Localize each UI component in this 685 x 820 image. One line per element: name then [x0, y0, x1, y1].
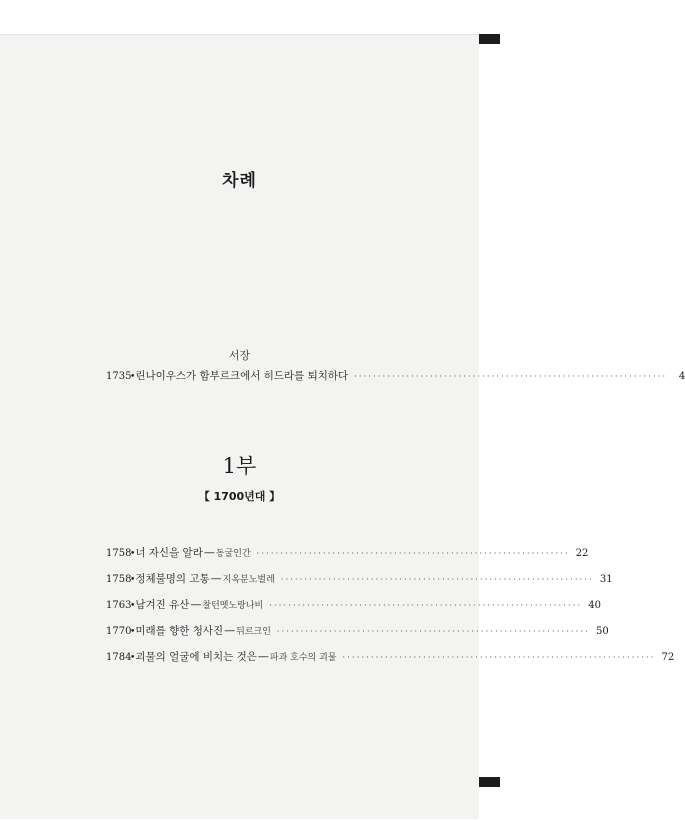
entry-title: 남겨진 유산: [135, 599, 190, 611]
entry-subtitle: 찰턴멧노랑나비: [202, 601, 264, 611]
entry-page-number: 72: [661, 652, 675, 663]
prologue-entries: [106, 368, 685, 394]
entry-page-number: 31: [599, 574, 613, 585]
entry-title: 정체불명의 고통: [135, 573, 210, 585]
part-title: 1부: [222, 454, 257, 478]
entry-subtitle: 동굴인간: [215, 549, 251, 559]
bullet-icon: •: [130, 372, 136, 382]
crop-mark-bottom: [479, 777, 500, 787]
entry-year: 1735: [106, 371, 132, 382]
entry-year: 1770: [106, 626, 132, 637]
entry-page-number: 50: [595, 626, 609, 637]
bullet-icon: •: [130, 575, 136, 585]
bullet-icon: •: [130, 627, 136, 637]
crop-mark-top: [479, 34, 500, 44]
dot-leader: ··································································: [276, 627, 590, 636]
dot-leader: ··································································: [256, 549, 570, 558]
entry-title: 린나이우스가 함부르크에서 히드라를 퇴치하다: [135, 370, 349, 382]
dot-leader: ··································································: [354, 372, 668, 381]
toc-entry: [106, 649, 675, 675]
toc-title: 차례: [222, 171, 257, 191]
dot-leader: ··································································: [280, 575, 594, 584]
entry-title: 너 자신을 알라: [135, 547, 203, 559]
entry-title: 괴물의 얼굴에 비치는 것은: [135, 651, 257, 663]
entry-year: 1758: [106, 574, 132, 585]
toc-entry: [106, 571, 613, 597]
bullet-icon: •: [130, 549, 136, 559]
entry-title: 미래를 향한 청사진: [135, 625, 224, 637]
em-dash: —: [190, 598, 202, 611]
entry-subtitle: 뒤르크인: [236, 627, 271, 637]
em-dash: —: [257, 650, 269, 663]
entry-subtitle: 파과 호수의 괴물: [269, 653, 337, 663]
toc-entry: [106, 545, 589, 571]
em-dash: —: [203, 546, 215, 559]
toc-entry: [106, 623, 609, 649]
entry-year: 1763: [106, 600, 132, 611]
prologue-heading: 서장: [228, 349, 251, 362]
entry-page-number: 22: [575, 548, 589, 559]
dot-leader: ··································································: [342, 653, 656, 662]
toc-entry: [106, 368, 685, 394]
entry-page-number: 40: [588, 600, 602, 611]
book-page: [0, 34, 479, 819]
entry-page-number: 4: [678, 371, 685, 382]
part1-entries: [106, 545, 675, 675]
part-era: 【 1700년대 】: [198, 490, 281, 503]
dot-leader: ··································································: [269, 601, 583, 610]
em-dash: —: [224, 624, 236, 637]
entry-year: 1784: [106, 652, 132, 663]
entry-year: 1758: [106, 548, 132, 559]
em-dash: —: [210, 572, 222, 585]
bullet-icon: •: [130, 601, 136, 611]
entry-subtitle: 지옥분노벌레: [222, 575, 275, 585]
toc-entry: [106, 597, 602, 623]
bullet-icon: •: [130, 653, 136, 663]
